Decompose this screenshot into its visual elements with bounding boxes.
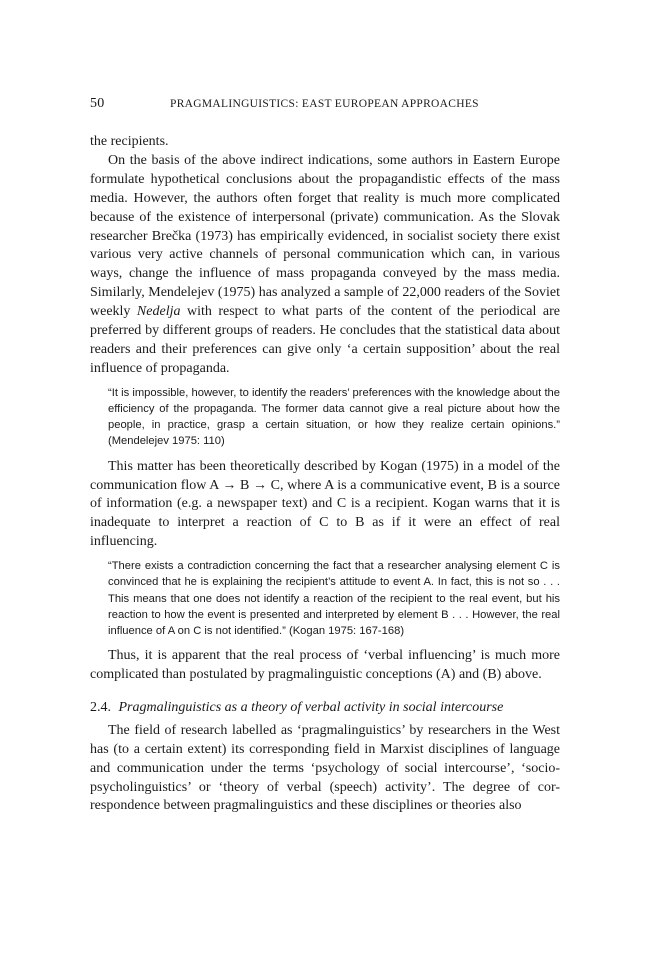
paragraph-text: with respect to what parts of the content of the periodical are preferred by different groups of readers. He concludes that the statistical data about readers and their preferences can give only ‘a certain supposition’ about the real influence of propaganda.	[90, 304, 560, 376]
paragraph-field-of-research: The field of research labelled as ‘pragmalinguistics’ by researchers in the West has (to a certain extent) its corresponding field in Marxist disciplines of language and communication under the terms ‘psychology of social intercourse’, ‘socio-psycholinguistics’ or ‘theory of verbal (speech) activity’. The degree of cor-respondence between pragmalinguistics and these disciplines or theories also	[90, 722, 560, 814]
running-head: PRAGMALINGUISTICS: EAST EUROPEAN APPROACHES	[170, 98, 479, 110]
paragraph-continuation: the recipients.	[90, 134, 169, 149]
paragraph-indirect-indications	[90, 152, 560, 379]
periodical-title: Nedelja	[136, 304, 181, 320]
block-quote-mendelejev: “It is impossible, however, to identify the readers’ preferences with the knowledge about the efficiency of the propaganda. The former data cannot give a real picture about how the people, in practice, grasp a certain situation, or how they realize certain opinions.” (Mendelejev 1975: 110)	[108, 386, 560, 448]
section-number: 2.4.	[90, 699, 111, 715]
page-number: 50	[90, 96, 105, 111]
paragraph-kogan-model: This matter has been theoretically described by Kogan (1975) in a model of the communication flow A → B → C, where A is a communicative event, B is a source of information (e.g. a newspaper text) and C is a recipient. Kogan warns that it is inadequate to interpret a reaction of C to B as if it were an effect of real influencing.	[90, 458, 560, 550]
body-text	[90, 133, 560, 816]
section-heading	[90, 699, 560, 718]
paragraph-verbal-influencing: Thus, it is apparent that the real process of ‘verbal influencing’ is much more complicated than postulated by pragmalinguistic conceptions (A) and (B) above.	[90, 648, 560, 683]
section-title: Pragmalinguistics as a theory of verbal activity in social intercourse	[118, 699, 504, 715]
block-quote-kogan: “There exists a contradiction concerning the fact that a researcher analysing element C is convinced that he is explaining the recipient’s attitude to event A. In fact, this is not so . . . This means that one does not identify a reaction of the recipient to the real event, but his reaction to how the event is presented and interpreted by element B . . . However, the real influence of A on C is not identified.” (Kogan 1975: 167-168)	[108, 560, 560, 637]
paragraph-text: On the basis of the above indirect indications, some authors in Eastern Europe formulate hypothetical conclusions about the propagandistic effects of the mass media. However, the authors often forget that reality is much more complicated because of the existence of interpersonal (private) communication. As the Slovak researcher Brečka (1973) has empirically evidenced, in socialist society there exist various very active channels of personal communication which can, in various ways, change the influence of mass propaganda conveyed by the mass media. Similarly, Mendelejev (1975) has analyzed a sample of 22,000 readers of the Soviet weekly	[90, 152, 560, 320]
